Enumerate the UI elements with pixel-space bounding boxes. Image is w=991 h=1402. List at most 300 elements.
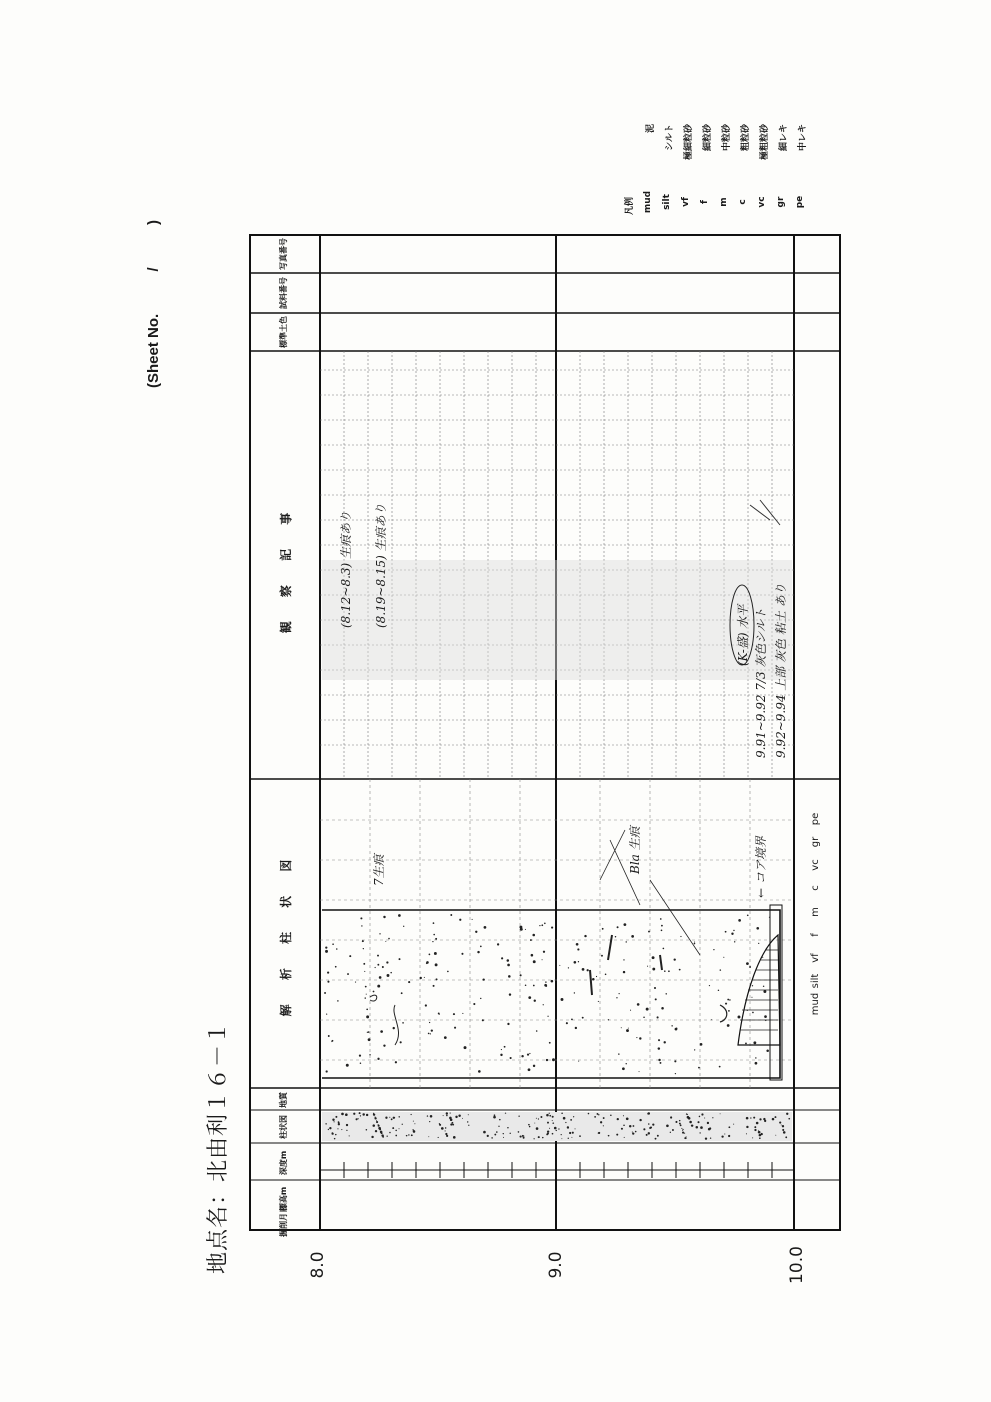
stipple-dot <box>632 1132 634 1134</box>
stipple-dot <box>652 956 655 959</box>
stipple-dot <box>709 985 710 986</box>
stipple-dot <box>731 933 733 935</box>
legend-code-m: m <box>719 197 729 207</box>
stipple-dot <box>500 1054 502 1056</box>
stipple-dot <box>699 1132 700 1133</box>
stipple-dot <box>660 1062 662 1064</box>
legend-code-c: c <box>738 199 748 205</box>
stipple-dot <box>435 938 437 940</box>
stipple-dot <box>532 934 535 937</box>
stipple-dot <box>534 1138 535 1139</box>
stipple-dot <box>366 1129 368 1131</box>
stipple-dot <box>675 1121 677 1123</box>
header-depth: 深度m <box>279 1150 288 1176</box>
stipple-dot <box>395 1135 397 1137</box>
stipple-dot <box>568 967 569 968</box>
stipple-dot <box>750 1117 751 1118</box>
stipple-dot <box>686 1113 687 1114</box>
stipple-dot <box>454 1027 456 1029</box>
stipple-dot <box>588 1113 590 1115</box>
stipple-dot <box>700 1126 703 1129</box>
legend-name-m: 中粒砂 <box>722 124 732 152</box>
stipple-dot <box>752 985 753 986</box>
depth-label-10: 10.0 <box>787 1246 807 1284</box>
stipple-dot <box>747 914 749 916</box>
stipple-dot <box>705 1137 707 1139</box>
stipple-dot <box>733 930 734 931</box>
stipple-dot <box>728 1010 730 1012</box>
stipple-dot <box>728 1135 730 1137</box>
stipple-dot <box>480 946 482 948</box>
stipple-dot <box>551 980 554 983</box>
stipple-dot <box>429 954 431 956</box>
stipple-dot <box>728 1126 730 1128</box>
stipple-dot <box>529 1126 531 1128</box>
stipple-dot <box>783 1131 786 1134</box>
stipple-dot <box>326 1070 328 1072</box>
stipple-dot <box>536 1118 537 1119</box>
stipple-dot <box>763 986 764 987</box>
stipple-dot <box>509 993 511 995</box>
stipple-dot <box>631 935 634 938</box>
stipple-dot <box>596 976 597 977</box>
stipple-dot <box>788 1118 790 1120</box>
stipple-dot <box>617 1118 619 1120</box>
stipple-dot <box>679 1123 681 1125</box>
stipple-dot <box>759 1137 761 1139</box>
note-4: 9.91~9.92 7/3 灰色シルト <box>754 607 768 758</box>
stipple-dot <box>623 959 624 960</box>
header-date: 掘削月日 <box>279 1205 288 1237</box>
stipple-dot <box>373 991 375 993</box>
stipple-dot <box>551 926 553 928</box>
stipple-dot <box>332 1119 334 1121</box>
stipple-dot <box>379 933 380 934</box>
stipple-dot <box>720 969 721 970</box>
stipple-dot <box>393 1027 395 1029</box>
stipple-dot <box>507 1127 508 1128</box>
stipple-dot <box>682 1132 684 1134</box>
stipple-dot <box>685 1138 686 1139</box>
stipple-dot <box>646 1134 648 1136</box>
stipple-dot <box>630 1010 631 1011</box>
stipple-dot <box>366 1015 369 1018</box>
stipple-dot <box>377 964 379 966</box>
stipple-dot <box>545 985 547 987</box>
stipple-dot <box>594 1116 596 1118</box>
stipple-dot <box>657 1135 659 1137</box>
stipple-dot <box>552 1122 554 1124</box>
stipple-dot <box>639 1071 640 1072</box>
stipple-dot <box>491 1137 493 1139</box>
header-observation: 観 察 記 事 <box>279 502 293 634</box>
stipple-dot <box>346 1064 349 1067</box>
stipple-dot <box>434 952 437 955</box>
header-column-fig: 柱状図 <box>279 1115 288 1139</box>
stipple-dot <box>389 1117 390 1118</box>
stipple-dot <box>573 1116 574 1117</box>
stipple-dot <box>554 1127 557 1130</box>
stipple-dot <box>335 1116 337 1118</box>
stipple-dot <box>571 1018 573 1020</box>
stipple-dot <box>346 1124 348 1126</box>
stipple-dot <box>710 1138 711 1139</box>
stipple-dot <box>428 1033 430 1035</box>
stipple-dot <box>324 992 326 994</box>
stipple-dot <box>704 1118 705 1119</box>
note-5: 9.92~9.94 上部 灰色 粘土 あり <box>774 583 788 758</box>
stipple-dot <box>334 1121 335 1122</box>
stipple-dot <box>610 1114 612 1116</box>
stipple-dot <box>598 1114 599 1115</box>
stipple-dot <box>383 1044 385 1046</box>
stipple-dot <box>680 936 681 937</box>
stipple-dot <box>427 1115 428 1116</box>
stipple-dot <box>507 964 510 967</box>
stipple-dot <box>484 926 487 929</box>
legend-name-gr: 細レキ <box>779 124 789 152</box>
stipple-dot <box>694 1049 695 1050</box>
stipple-dot <box>327 971 329 973</box>
stipple-dot <box>332 943 334 945</box>
stipple-dot <box>648 1123 650 1125</box>
stipple-dot <box>336 948 338 950</box>
stipple-dot <box>360 917 362 919</box>
stipple-dot <box>510 1133 511 1134</box>
stipple-dot <box>338 1123 340 1125</box>
stipple-dot <box>738 919 741 922</box>
stipple-dot <box>525 929 526 930</box>
stipple-dot <box>670 1116 672 1118</box>
stipple-dot <box>665 993 666 994</box>
stipple-dot <box>639 1037 641 1039</box>
stipple-dot <box>473 1003 475 1005</box>
stipple-dot <box>546 1059 548 1061</box>
stipple-dot <box>608 1019 609 1020</box>
sketch-note-2: Bla 生痕 <box>628 826 642 874</box>
stipple-dot <box>349 955 351 957</box>
stipple-dot <box>684 1133 685 1134</box>
stipple-dot <box>694 943 696 945</box>
header-analysis: 解 析 柱 状 図 <box>279 849 293 1017</box>
stipple-dot <box>566 1022 568 1024</box>
stipple-dot <box>393 1117 395 1119</box>
stipple-dot <box>359 1112 361 1114</box>
stipple-dot <box>328 1129 329 1130</box>
stipple-dot <box>758 943 759 944</box>
stipple-dot <box>530 939 532 941</box>
stipple-dot <box>725 1003 727 1005</box>
stipple-dot <box>561 998 564 1001</box>
legend-title: 凡例 <box>625 197 635 216</box>
stipple-dot <box>483 1131 486 1134</box>
stipple-dot <box>549 1042 551 1044</box>
stipple-dot <box>531 954 534 957</box>
grain-scale-c: c <box>810 885 821 892</box>
stipple-dot <box>507 1023 509 1025</box>
stipple-dot <box>395 1061 397 1063</box>
stipple-dot <box>619 993 620 994</box>
header-elevation: 標高m <box>279 1186 288 1212</box>
stipple-dot <box>534 1123 535 1124</box>
stipple-dot <box>387 974 390 977</box>
stipple-dot <box>383 916 385 918</box>
stipple-dot <box>700 1043 703 1046</box>
stipple-dot <box>450 914 452 916</box>
stipple-dot <box>411 1114 412 1115</box>
grain-scale-pe: pe <box>810 812 821 826</box>
stipple-dot <box>755 1057 756 1058</box>
stipple-dot <box>451 1122 453 1124</box>
stipple-dot <box>547 1122 549 1124</box>
stipple-dot <box>624 1137 625 1138</box>
stipple-dot <box>682 1130 683 1131</box>
stipple-dot <box>523 1136 524 1137</box>
stipple-dot <box>545 981 546 982</box>
stipple-dot <box>371 1136 373 1138</box>
sketch-note-1: 7生痕 <box>372 854 386 886</box>
stipple-dot <box>671 1025 672 1026</box>
header-sample: 試料番号 <box>279 277 288 309</box>
stipple-dot <box>746 1117 749 1120</box>
stipple-dot <box>503 1133 504 1134</box>
stipple-dot <box>570 1119 572 1121</box>
stipple-dot <box>538 1118 539 1119</box>
stipple-dot <box>759 1118 761 1120</box>
stipple-dot <box>647 1113 649 1115</box>
stipple-dot <box>679 1120 681 1122</box>
stipple-dot <box>395 1130 397 1132</box>
stipple-dot <box>601 955 603 957</box>
stipple-dot <box>752 1137 753 1138</box>
stipple-dot <box>707 1122 709 1124</box>
stipple-dot <box>377 1058 379 1060</box>
stipple-dot <box>746 1133 747 1134</box>
stipple-dot <box>746 1126 748 1128</box>
note-2: (8.19~8.15) 生痕あり <box>374 503 388 628</box>
stipple-dot <box>628 1028 629 1029</box>
stipple-dot <box>365 997 366 998</box>
stipple-dot <box>428 1136 429 1137</box>
stipple-dot <box>391 1118 393 1120</box>
stipple-dot <box>565 1122 566 1123</box>
stipple-dot <box>647 966 648 967</box>
stipple-dot <box>353 1113 355 1115</box>
stipple-dot <box>361 925 362 926</box>
stipple-dot <box>654 987 656 989</box>
stipple-dot <box>727 1024 730 1027</box>
stipple-dot <box>438 1137 439 1138</box>
stipple-dot <box>483 978 485 980</box>
stipple-dot <box>675 1073 676 1074</box>
stipple-dot <box>616 997 617 998</box>
stipple-dot <box>386 961 388 963</box>
stipple-dot <box>561 1138 562 1139</box>
stipple-dot <box>389 1132 391 1134</box>
stipple-dot <box>497 943 499 945</box>
stipple-dot <box>561 1113 563 1115</box>
stipple-dot <box>518 1131 520 1133</box>
stipple-dot <box>430 1115 433 1118</box>
stipple-dot <box>433 985 435 987</box>
stipple-dot <box>373 1124 376 1127</box>
stipple-dot <box>698 1067 700 1069</box>
stipple-dot <box>501 957 503 959</box>
stipple-dot <box>582 968 585 971</box>
stipple-dot <box>655 1138 657 1140</box>
stipple-dot <box>691 1124 693 1126</box>
stipple-dot <box>401 992 403 994</box>
stipple-dot <box>331 1041 332 1042</box>
stipple-dot <box>444 1036 447 1039</box>
stipple-dot <box>446 1112 448 1114</box>
stipple-dot <box>547 1133 549 1135</box>
legend-code-mud: mud <box>643 190 653 214</box>
stipple-dot <box>579 1135 581 1137</box>
stipple-dot <box>403 926 404 927</box>
stipple-dot <box>538 1136 540 1138</box>
stipple-dot <box>696 1126 698 1128</box>
stipple-dot <box>529 1053 530 1054</box>
stipple-dot <box>544 923 546 925</box>
stipple-dot <box>657 1016 659 1018</box>
stipple-dot <box>681 1128 682 1129</box>
stipple-dot <box>533 960 536 963</box>
stipple-dot <box>429 1022 430 1023</box>
stipple-dot <box>411 1134 413 1136</box>
stipple-dot <box>496 1131 498 1133</box>
stipple-dot <box>552 1116 554 1118</box>
stipple-dot <box>637 1003 640 1006</box>
grain-scale-vc: vc <box>810 859 821 871</box>
stipple-dot <box>341 1113 344 1116</box>
stipple-dot <box>734 941 735 942</box>
stipple-dot <box>761 1133 763 1135</box>
stipple-dot <box>390 972 392 974</box>
stipple-dot <box>347 973 349 975</box>
stipple-dot <box>775 1135 776 1136</box>
stipple-dot <box>701 1113 703 1115</box>
stipple-dot <box>738 1015 741 1018</box>
stipple-dot <box>377 955 379 957</box>
stipple-dot <box>541 924 543 926</box>
stipple-dot <box>498 1126 499 1127</box>
stipple-dot <box>782 1129 784 1131</box>
stipple-dot <box>547 1016 548 1017</box>
stipple-dot <box>446 1135 448 1137</box>
stipple-dot <box>360 1062 361 1063</box>
stipple-dot <box>382 1136 384 1138</box>
stipple-dot <box>603 1117 605 1119</box>
stipple-dot <box>587 969 589 971</box>
stipple-dot <box>433 934 435 936</box>
legend-code-gr: gr <box>776 196 786 208</box>
stipple-dot <box>381 1132 383 1134</box>
stipple-dot <box>504 1046 506 1048</box>
stipple-dot <box>425 1004 427 1006</box>
stipple-dot <box>413 1130 416 1133</box>
stipple-dot <box>412 1129 413 1130</box>
stipple-dot <box>462 1118 463 1119</box>
stipple-dot <box>758 1131 761 1134</box>
stipple-dot <box>552 1120 553 1121</box>
stipple-dot <box>360 1115 361 1116</box>
stipple-dot <box>635 1131 637 1133</box>
stipple-dot <box>568 1128 569 1129</box>
stipple-dot <box>680 1124 682 1126</box>
stipple-dot <box>441 1127 444 1130</box>
stipple-dot <box>406 1135 408 1137</box>
stipple-dot <box>549 1115 551 1117</box>
stipple-dot <box>424 977 425 978</box>
stipple-dot <box>694 941 695 942</box>
legend-name-silt: シルト <box>665 124 675 151</box>
stipple-dot <box>572 1132 574 1134</box>
stipple-dot <box>475 931 477 933</box>
stipple-dot <box>329 1127 331 1129</box>
stipple-dot <box>729 999 730 1000</box>
stipple-dot <box>636 1037 637 1038</box>
stipple-dot <box>649 1127 651 1129</box>
stipple-dot <box>447 971 449 973</box>
stipple-dot <box>392 1127 394 1129</box>
stipple-dot <box>559 965 560 966</box>
stipple-dot <box>699 1116 701 1118</box>
stipple-dot <box>727 999 729 1001</box>
stipple-dot <box>341 1129 342 1130</box>
stipple-dot <box>718 990 719 991</box>
stipple-dot <box>326 1014 327 1015</box>
stipple-dot <box>366 1114 368 1116</box>
stipple-dot <box>577 948 579 950</box>
stipple-dot <box>756 927 759 930</box>
stipple-dot <box>413 1121 414 1122</box>
stipple-dot <box>507 959 510 962</box>
stipple-dot <box>689 1121 692 1124</box>
stipple-dot <box>643 1128 645 1130</box>
stipple-dot <box>755 1062 758 1065</box>
stipple-dot <box>439 1123 440 1124</box>
stipple-dot <box>708 1128 711 1131</box>
stipple-dot <box>375 967 376 968</box>
stipple-dot <box>603 1125 604 1126</box>
stipple-dot <box>450 1112 451 1113</box>
stipple-dot <box>461 953 463 955</box>
stipple-dot <box>379 976 382 979</box>
stipple-dot <box>664 970 666 972</box>
grain-scale-mud: mud <box>810 992 821 1016</box>
stipple-dot <box>464 1046 467 1049</box>
stipple-dot <box>523 1137 525 1139</box>
stipple-dot <box>468 1114 469 1115</box>
stipple-dot <box>629 1125 631 1127</box>
stipple-dot <box>494 1114 496 1116</box>
stipple-dot <box>387 1136 388 1137</box>
stipple-dot <box>725 931 727 933</box>
stipple-dot <box>455 1116 457 1118</box>
stipple-dot <box>472 919 473 920</box>
stipple-dot <box>758 1130 759 1131</box>
stipple-dot <box>648 931 650 933</box>
stipple-dot <box>753 1041 756 1044</box>
stipple-dot <box>747 1010 748 1011</box>
stipple-dot <box>450 1124 452 1126</box>
stipple-dot <box>380 1030 383 1033</box>
grain-scale-gr: gr <box>810 836 821 848</box>
stipple-dot <box>576 943 579 946</box>
stipple-dot <box>358 1118 359 1119</box>
stipple-dot <box>366 994 367 995</box>
